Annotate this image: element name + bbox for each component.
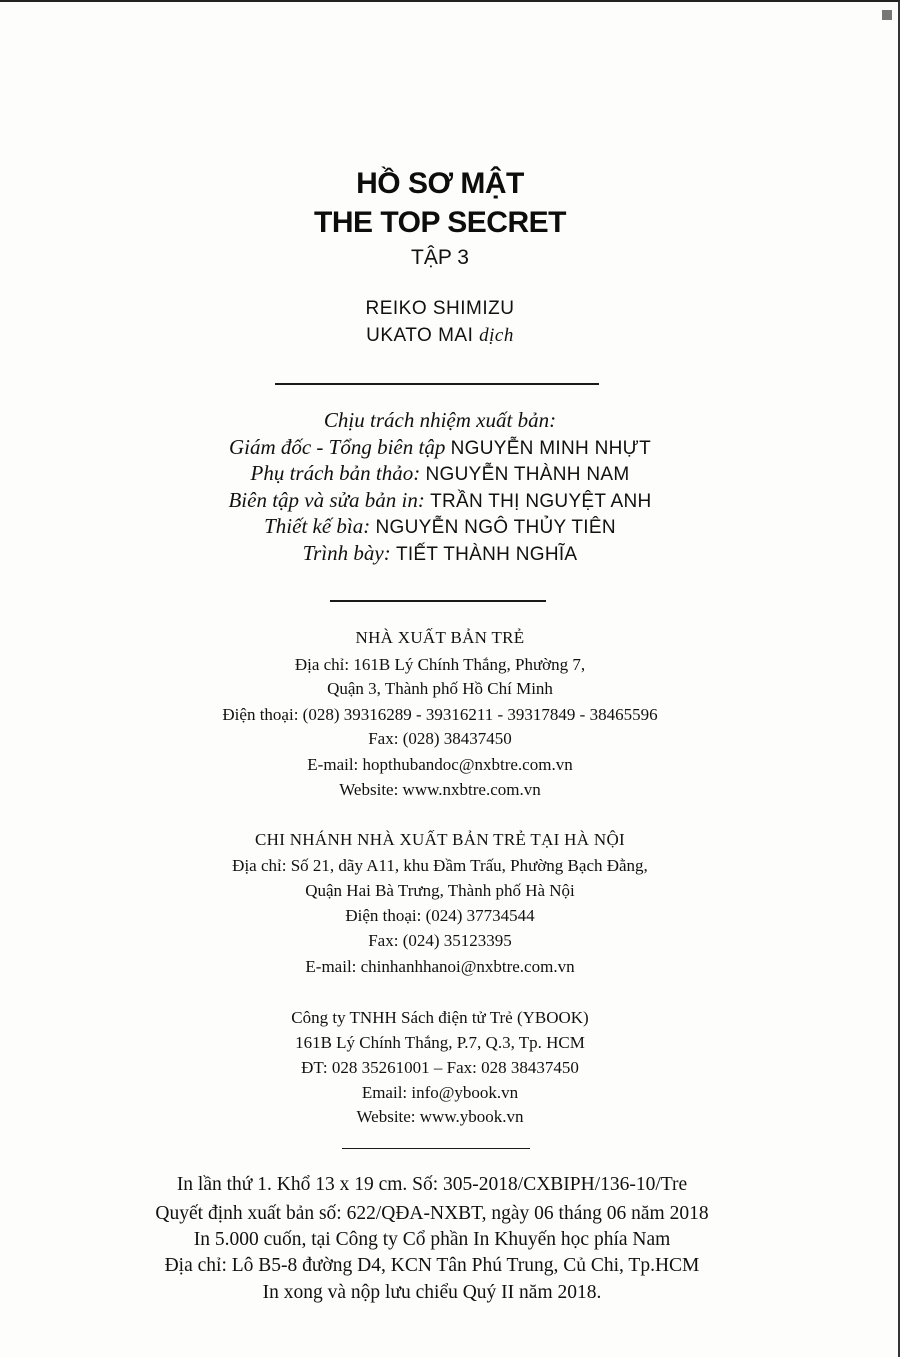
publisher-email: E-mail: hopthubandoc@nxbtre.com.vn [307,755,573,774]
credit-row [0,487,890,515]
credit-role: Biên tập và sửa bản in: [228,488,425,512]
ebook-website: Website: www.ybook.vn [356,1107,524,1126]
branch-name: CHI NHÁNH NHÀ XUẤT BẢN TRẺ TẠI HÀ NỘI [255,830,625,849]
publisher-phone: Điện thoại: (028) 39316289 - 39316211 - 39317849 - 38465596 [222,705,658,724]
page-corner-mark [882,10,892,20]
divider-rule [330,600,546,602]
ebook-address: 161B Lý Chính Thắng, P.7, Q.3, Tp. HCM [295,1033,585,1052]
ebook-phone: ĐT: 028 35261001 – Fax: 028 38437450 [301,1058,579,1077]
branch-address: Quận Hai Bà Trưng, Thành phố Hà Nội [305,881,575,900]
publisher-website: Website: www.nxbtre.com.vn [339,780,541,799]
imprint-line: In lần thứ 1. Khổ 13 x 19 cm. Số: 305-2018/CXBIPH/136-10/Tre [176,1174,688,1195]
credit-row [0,460,890,488]
credit-name: NGUYỄN THÀNH NAM [425,464,630,485]
imprint-line: In 5.000 cuốn, tại Công ty Cổ phần In Khuyến học phía Nam [193,1229,671,1250]
credit-name: NGUYỄN MINH NHỰT [450,438,652,459]
imprint-line: In xong và nộp lưu chiểu Quý II năm 2018. [262,1282,602,1303]
branch-fax: Fax: (024) 35123395 [368,931,512,950]
credit-row [0,540,890,568]
book-title-vi: HỒ SƠ MẬT [356,167,524,200]
credit-role: Phụ trách bản thảo: [250,461,421,485]
publisher-name: NHÀ XUẤT BẢN TRẺ [355,628,525,647]
credit-name: TIẾT THÀNH NGHĨA [395,544,578,565]
ebook-company-name: Công ty TNHH Sách điện tử Trẻ (YBOOK) [291,1008,589,1027]
volume-label: TẬP 3 [411,246,469,269]
credit-role: Trình bày: [302,541,391,565]
publisher-fax: Fax: (028) 38437450 [368,729,512,748]
translator-line [0,325,890,347]
imprint-line: Quyết định xuất bản số: 622/QĐA-NXBT, ngày 06 tháng 06 năm 2018 [155,1203,709,1224]
branch-phone: Điện thoại: (024) 37734544 [345,906,535,925]
credit-row [0,434,890,462]
publisher-address: Địa chỉ: 161B Lý Chính Thắng, Phường 7, [294,655,586,674]
credits-heading-text: Chịu trách nhiệm xuất bản: [323,408,557,432]
branch-address: Địa chỉ: Số 21, dãy A11, khu Đầm Trấu, Phường Bạch Đằng, [232,856,648,875]
author-name: REIKO SHIMIZU [365,298,515,319]
publisher-address: Quận 3, Thành phố Hồ Chí Minh [327,679,553,698]
imprint-line: Địa chỉ: Lô B5-8 đường D4, KCN Tân Phú Trung, Củ Chi, Tp.HCM [164,1255,700,1276]
ebook-email: Email: info@ybook.vn [361,1083,519,1102]
credit-name: TRẦN THỊ NGUYỆT ANH [430,491,652,512]
credit-role: Thiết kế bìa: [264,514,371,538]
credit-role: Giám đốc - Tổng biên tập [228,435,446,459]
credit-row [0,513,890,541]
credit-name: NGUYỄN NGÔ THỦY TIÊN [375,517,616,538]
book-title-en: THE TOP SECRET [314,206,566,239]
branch-email: E-mail: chinhanhhanoi@nxbtre.com.vn [305,957,575,976]
credits-heading [0,407,890,433]
divider-rule [275,383,599,385]
translator-name: UKATO MAI [366,325,474,346]
divider-rule [342,1148,530,1149]
translator-role: dịch [479,325,514,346]
